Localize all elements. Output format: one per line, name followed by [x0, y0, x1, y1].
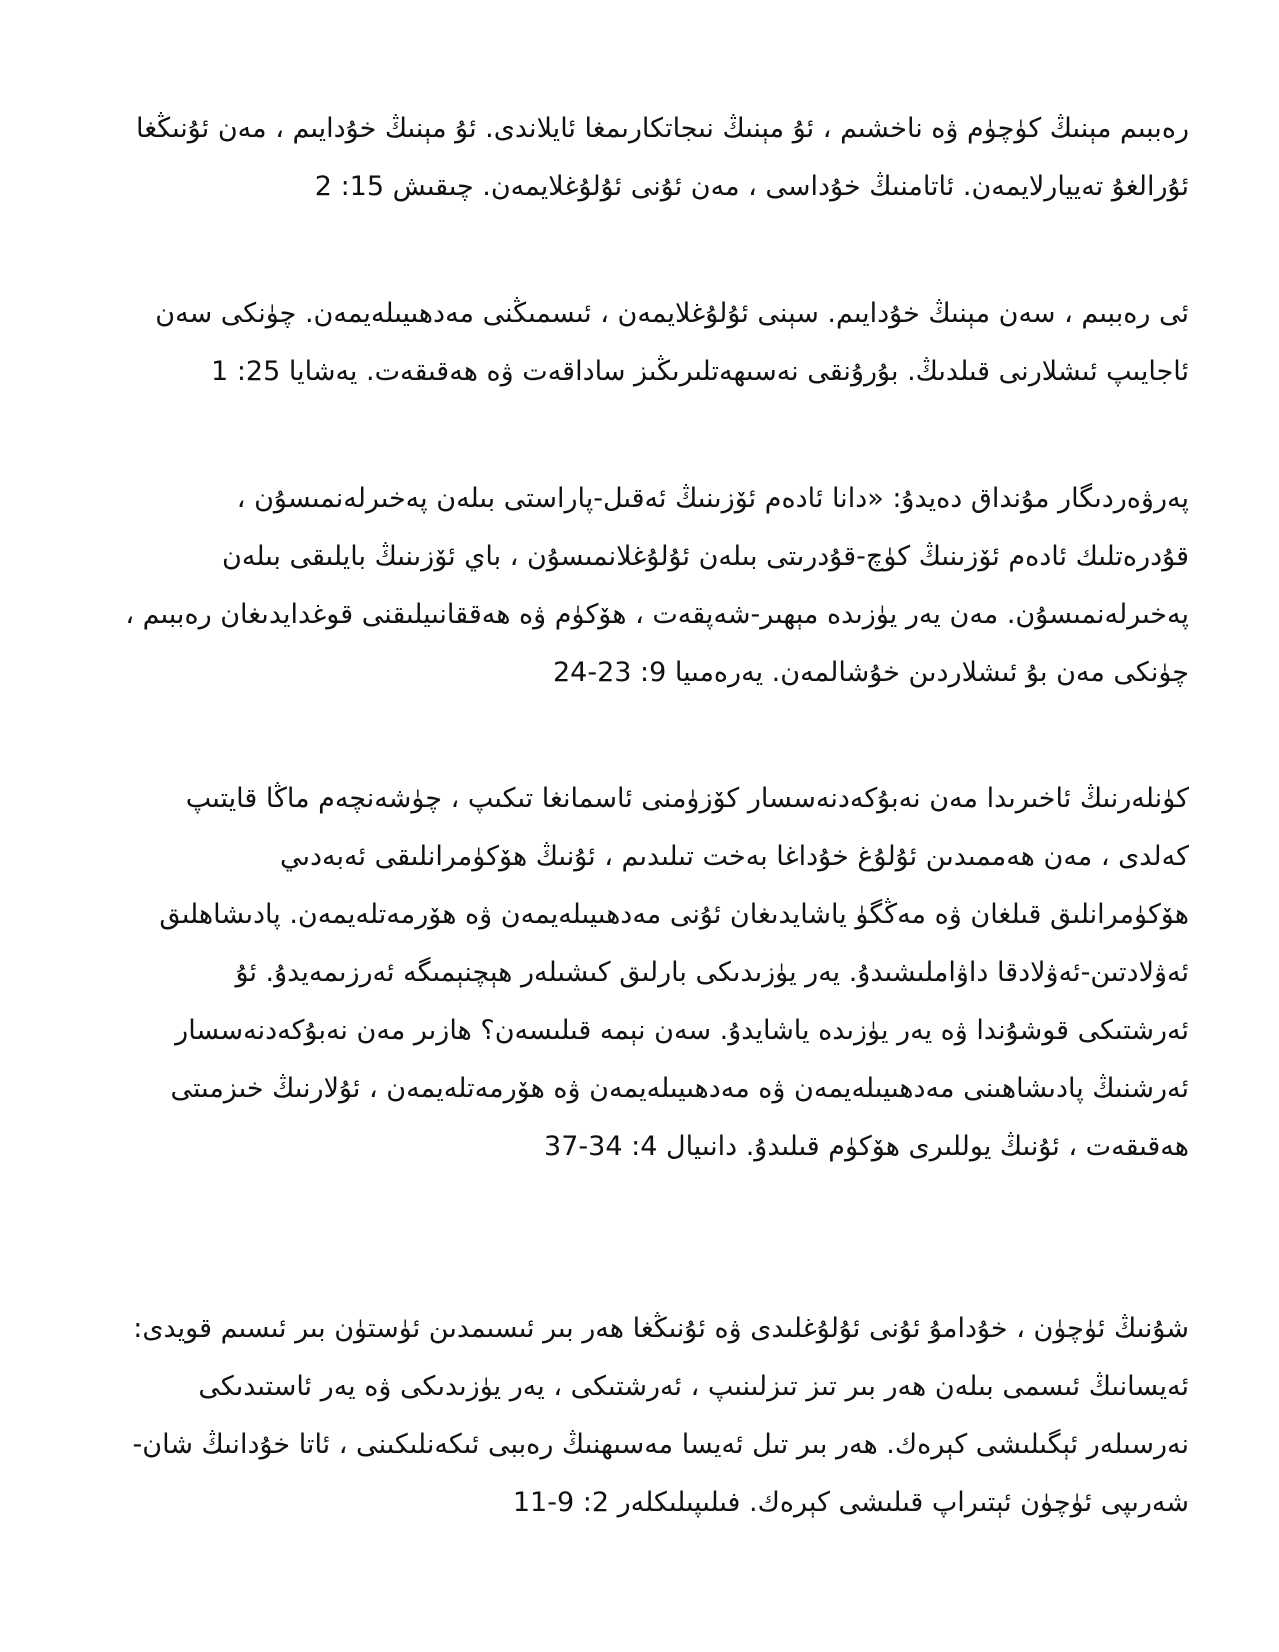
paragraph-isaiah	[139, 285, 1189, 401]
text-line: ئۇرالغۇ تەييارلايمەن. ئاتامنىڭ خۇداسى ، مەن ئۇنى ئۇلۇغلايمەن. چىقىش 15: 2	[314, 171, 1189, 202]
text-line: ئى رەببىم ، سەن مېنىڭ خۇدايىم. سېنى ئۇلۇغلايمەن ، ئىسمىڭنى مەدھىيىلەيمەن. چۈنكى سەن	[155, 298, 1189, 329]
text-line: ئەرشتىكى قوشۇندا ۋە يەر يۈزىدە ياشايدۇ. سەن نېمە قىلىسەن؟ ھازىر مەن نەبۇكەدنەسسار	[175, 1015, 1189, 1046]
text-line: ئەيسانىڭ ئىسمى بىلەن ھەر بىر تىز تىزلىنىپ ، ئەرشتىكى ، يەر يۈزىدىكى ۋە يەر ئاستىدىكى	[198, 1371, 1189, 1402]
text-line: ئەۋلادتىن-ئەۋلادقا داۋاملىشىدۇ. يەر يۈزىدىكى بارلىق كىشىلەر ھېچنېمىگە ئەرزىمەيدۇ. ئۇ	[235, 957, 1189, 988]
text-line: پەخىرلەنمىسۇن. مەن يەر يۈزىدە مېھىر-شەپقەت ، ھۆكۈم ۋە ھەققانىيلىقنى قوغدايدىغان رەببىم ،	[125, 599, 1189, 630]
text-line: ھەقىقەت ، ئۇنىڭ يوللىرى ھۆكۈم قىلىدۇ. دانىيال 4: 34-37	[544, 1131, 1189, 1162]
text-line: كەلدى ، مەن ھەممىدىن ئۇلۇغ خۇداغا بەخت تىلىدىم ، ئۇنىڭ ھۆكۈمرانلىقى ئەبەدىي	[279, 841, 1189, 872]
paragraph-jeremiah	[125, 470, 1189, 702]
text-line: چۈنكى مەن بۇ ئىشلاردىن خۇشالمەن. يەرەمىيا 9: 23-24	[553, 657, 1189, 688]
text-line: شۇنىڭ ئۈچۈن ، خۇدامۇ ئۇنى ئۇلۇغلىدى ۋە ئۇنىڭغا ھەر بىر ئىسىمدىن ئۈستۈن بىر ئىسىم قويدى:	[133, 1313, 1189, 1344]
text-line: ئەرشنىڭ پادىشاھىنى مەدھىيىلەيمەن ۋە مەدھىيىلەيمەن ۋە ھۆرمەتلەيمەن ، ئۇلارنىڭ خىزمىتى	[170, 1073, 1189, 1104]
paragraph-daniel	[139, 770, 1189, 1176]
text-line: رەببىم مېنىڭ كۈچۈم ۋە ناخشىم ، ئۇ مېنىڭ نىجاتكارىمغا ئايلاندى. ئۇ مېنىڭ خۇدايىم ، مەن ئۇنىڭغا	[135, 113, 1189, 144]
text-line: پەرۋەردىگار مۇنداق دەيدۇ: «دانا ئادەم ئۆزىنىڭ ئەقىل-پاراستى بىلەن پەخىرلەنمىسۇن ،	[236, 483, 1189, 514]
text-line: قۇدرەتلىك ئادەم ئۆزىنىڭ كۈچ-قۇدرىتى بىلەن ئۇلۇغلانمىسۇن ، باي ئۆزىنىڭ بايلىقى بىلەن	[222, 541, 1189, 572]
text-line: ئاجايىپ ئىشلارنى قىلدىڭ. بۇرۇنقى نەسىھەتلىرىڭىز ساداقەت ۋە ھەقىقەت. يەشايا 25: 1	[211, 356, 1189, 387]
paragraph-exodus	[89, 100, 1189, 216]
text-line: كۈنلەرنىڭ ئاخىرىدا مەن نەبۇكەدنەسسار كۆزۈمنى ئاسمانغا تىكىپ ، چۈشەنچەم ماڭا قايتىپ	[185, 783, 1189, 814]
text-line: شەرىپى ئۈچۈن ئېتىراپ قىلىشى كېرەك. فىلىپىلىكلەر 2: 9-11	[512, 1487, 1189, 1518]
text-line: نەرسىلەر ئېگىلىشى كېرەك. ھەر بىر تىل ئەيسا مەسىھنىڭ رەببى ئىكەنلىكىنى ، ئاتا خۇدانىڭ شان-	[132, 1429, 1189, 1460]
text-line: ھۆكۈمرانلىق قىلغان ۋە مەڭگۈ ياشايدىغان ئۇنى مەدھىيىلەيمەن ۋە ھۆرمەتلەيمەن. پادىشاھلىق	[159, 899, 1189, 930]
paragraph-philippians	[74, 1300, 1189, 1532]
